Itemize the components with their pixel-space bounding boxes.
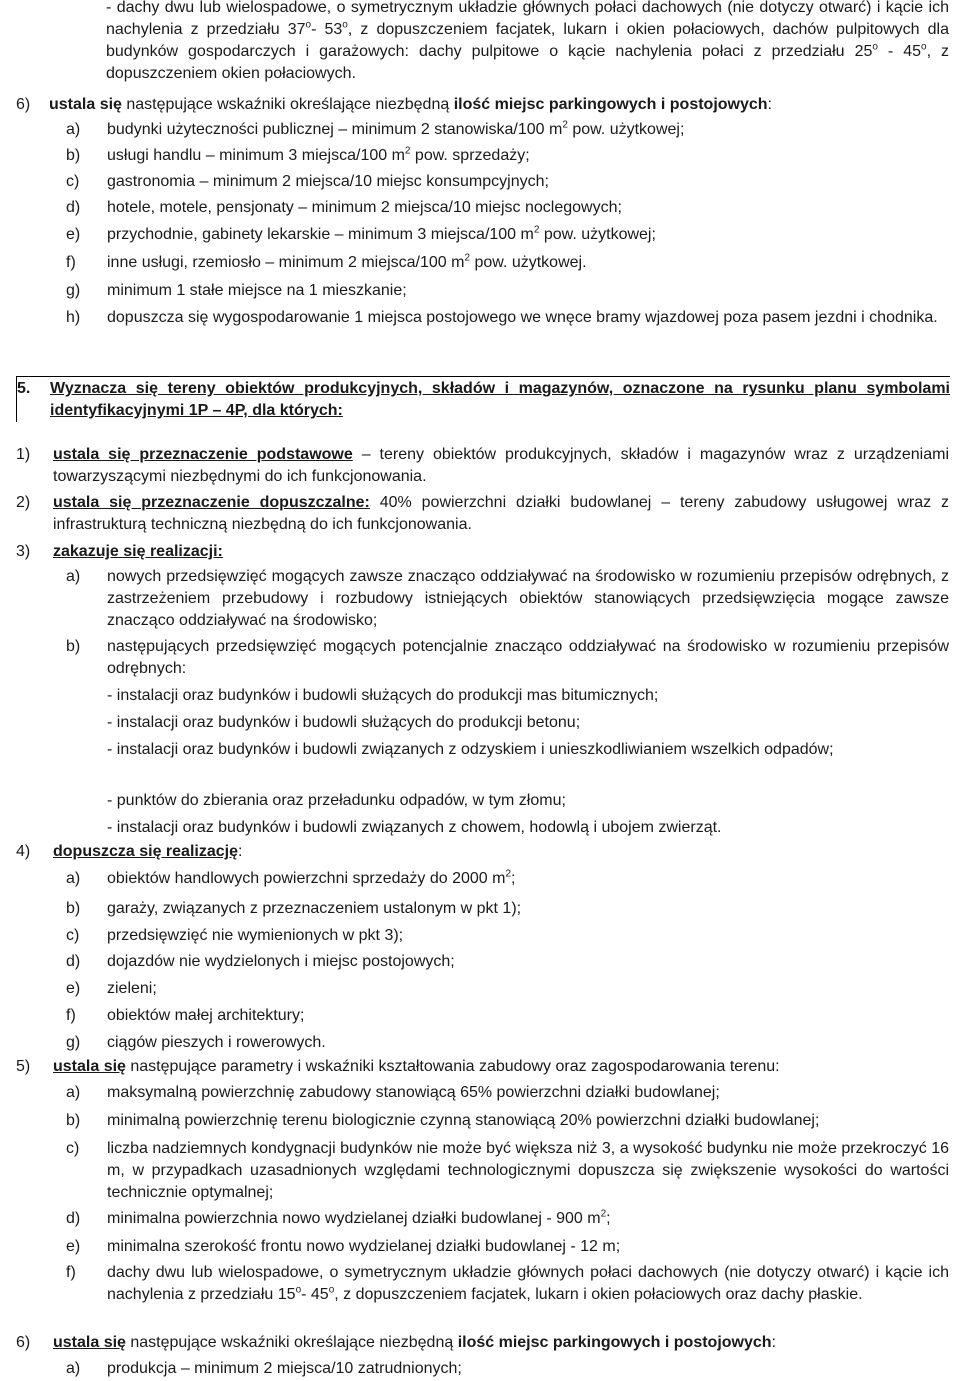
parking-list-item-text: dopuszcza się wygospodarowanie 1 miejsca postojowego we wnęce bramy wjazdowej poza pasem jezdni i chodnika. <box>107 309 938 326</box>
point-2: 2) ustala się przeznaczenie dopuszczalne: 40% powierzchni działki budowlanej – tereny zabudowy usługowej wraz z infrastrukturą techniczną niezbędną do ich funkcjonowania. <box>16 494 949 533</box>
point-5b: b) minimalną powierzchnię terenu biologicznie czynną stanowiącą 20% powierzchni działki budowlanej; <box>66 1112 820 1129</box>
parking-list-item-label: d) <box>66 199 81 216</box>
point-4-list-item <box>66 1032 949 1054</box>
dash-item-text: - punktów do zbierania oraz przeładunku odpadów, w tym złomu; <box>107 792 566 809</box>
point-4-list-item <box>66 1005 949 1027</box>
point-4-list-item <box>66 898 949 920</box>
section-5-heading: 5. Wyznacza się tereny obiektów produkcyjnych, składów i magazynów, oznaczone na rysunku planu symbolami identyfikacyjnymi 1P – 4P, dla których: <box>16 376 950 422</box>
parking-list-item-label: f) <box>66 254 76 271</box>
parking-list-item-text: minimum 1 stałe miejsce na 1 mieszkanie; <box>107 282 407 299</box>
point-5: 5) ustala się następujące parametry i wskaźniki kształtowania zabudowy oraz zagospodarowania terenu: <box>16 1058 780 1075</box>
point-4-list-item-label: c) <box>66 927 80 944</box>
point-3: 3) zakazuje się realizacji: <box>16 543 223 560</box>
point-5f: f) dachy dwu lub wielospadowe, o symetrycznym układzie głównych połaci dachowych (nie dotyczy otwarć) i kącie ich nachylenia z przedziału 15$^o$- 45$^o$, z dopuszczeniem facjatek, lukarn i okien połaciowych oraz dachy płaskie. <box>66 1264 949 1303</box>
roof-requirements-continuation: - dachy dwu lub wielospadowe, o symetrycznym układzie głównych połaci dachowych (nie dotyczy otwarć) i kącie ich nachylenia z przedziału 37$^o$- 53$^o$, z dopuszczeniem facjatek, lukarn i okien połaciowych, dachów pulpitowych dla budynków gospodarczych i garażowych: dachy pulpitowe o kącie nachylenia połaci z przedziału 25$^o$ - 45$^o$, z dopuszczeniem okien połaciowych. <box>106 0 950 82</box>
dash-item-text: - instalacji oraz budynków i budowli związanych z odzyskiem i unieszkodliwianiem wszelkich odpadów; <box>107 741 834 758</box>
parking-list-item-label: e) <box>66 226 81 243</box>
parking-list-item <box>66 197 949 219</box>
point-6: 6) ustala się następujące wskaźniki określające niezbędną ilość miejsc parkingowych i postojowych: <box>16 1334 776 1351</box>
parking-list-item-text: inne usługi, rzemiosło – minimum 2 miejsca/100 $m^2$ pow. użytkowej. <box>107 252 587 271</box>
dash-item <box>107 712 949 734</box>
point-4-list-item <box>66 925 949 947</box>
parking-list-item <box>66 224 949 246</box>
parking-list-item-text: przychodnie, gabinety lekarskie – minimum 3 miejsca/100 $m^2$ pow. użytkowej; <box>107 224 656 243</box>
dash-item-text: - instalacji oraz budynków i budowli związanych z chowem, hodowlą i ubojem zwierząt. <box>107 819 722 836</box>
point-5d: d) minimalna powierzchnia nowo wydzielanej działki budowlanej - 900 $m^2$; <box>66 1208 611 1227</box>
parking-list-item-label: g) <box>66 282 81 299</box>
point-4-list-item-text: garaży, związanych z przeznaczeniem ustalonym w pkt 1); <box>107 900 522 917</box>
point-4-list-item <box>66 978 949 1000</box>
dash-item <box>107 817 949 839</box>
dash-item <box>107 685 949 707</box>
point-5a: a) maksymalną powierzchnię zabudowy stanowiącą 65% powierzchni działki budowlanej; <box>66 1084 720 1101</box>
dash-item-text: - instalacji oraz budynków i budowli służących do produkcji mas bitumicznych; <box>107 687 659 704</box>
parking-list-item <box>66 280 949 302</box>
parking-list-item-text: hotele, motele, pensjonaty – minimum 2 miejsca/10 miejsc noclegowych; <box>107 199 622 216</box>
point-4-list-item-text: obiektów handlowych powierzchni sprzedaży do 2000 $m^2$; <box>107 868 516 887</box>
parking-list-item <box>66 307 949 329</box>
point-4-list-item-label: f) <box>66 1007 76 1024</box>
point-4: 4) dopuszcza się realizację: <box>16 843 243 860</box>
parking-list-item <box>66 145 949 167</box>
point-5c: c) liczba nadziemnych kondygnacji budynków nie może być większa niż 3, a wysokość budynku nie może przekroczyć 16 m, w przypadkach uzasadnionych względami technologicznymi dopuszcza się zwiększenie wysokości do wartości technicznie optymalnej; <box>66 1140 949 1201</box>
point-4-list-item-text: zieleni; <box>107 980 157 997</box>
parking-list-item-label: b) <box>66 147 81 164</box>
point-4-list-item-label: a) <box>66 870 81 887</box>
point-4-list-item-text: ciągów pieszych i rowerowych. <box>107 1034 326 1051</box>
point-4-list-item <box>66 951 949 973</box>
parking-list-item-text: usługi handlu – minimum 3 miejsca/100 $m^2$ pow. sprzedaży; <box>107 145 530 164</box>
parking-list-item-label: h) <box>66 309 81 326</box>
point-4-list-item-label: b) <box>66 900 81 917</box>
parking-list-item-text: gastronomia – minimum 2 miejsca/10 miejsc konsumpcyjnych; <box>107 173 549 190</box>
parking-point: 6) ustala się następujące wskaźniki określające niezbędną ilość miejsc parkingowych i postojowych: <box>16 96 772 113</box>
point-3b: b) następujących przedsięwzięć mogących potencjalnie znacząco oddziaływać na środowisko w rozumieniu przepisów odrębnych: <box>66 638 949 677</box>
point-4-list-item-label: d) <box>66 953 81 970</box>
point-5e: e) minimalna szerokość frontu nowo wydzielanej działki budowlanej - 12 m; <box>66 1238 621 1255</box>
point-1: 1) ustala się przeznaczenie podstawowe – tereny obiektów produkcyjnych, składów i magazynów wraz z urządzeniami towarzyszącymi niezbędnymi do ich funkcjonowania. <box>16 446 950 485</box>
point-4-list-item-label: g) <box>66 1034 81 1051</box>
dash-item-text: - instalacji oraz budynków i budowli służących do produkcji betonu; <box>107 714 581 731</box>
parking-list-item <box>66 252 949 274</box>
dash-item <box>107 790 949 812</box>
point-4-list-item-label: e) <box>66 980 81 997</box>
point-4-list-item-text: obiektów małej architektury; <box>107 1007 305 1024</box>
parking-list-item-text: budynki użyteczności publicznej – minimum 2 stanowiska/100 $m^2$ pow. użytkowej; <box>107 119 685 138</box>
point-4-list-item-text: dojazdów nie wydzielonych i miejsc postojowych; <box>107 953 455 970</box>
point-3a: a) nowych przedsięwzięć mogących zawsze znacząco oddziaływać na środowisko w rozumieniu przepisów odrębnych, z zastrzeżeniem przebudowy i rozbudowy istniejących obiektów stanowiących przedsięwzięcia mogące zawsze znacząco oddziaływać na środowisko; <box>66 568 949 629</box>
point-6a: a) produkcja – minimum 2 miejsca/10 zatrudnionych; <box>66 1360 462 1377</box>
parking-list-item <box>66 119 949 141</box>
dash-item <box>107 739 949 761</box>
parking-list-item-label: c) <box>66 173 80 190</box>
point-4-list-item-text: przedsięwzięć nie wymienionych w pkt 3); <box>107 927 404 944</box>
point-4-list-item <box>66 868 949 890</box>
parking-list-item <box>66 171 949 193</box>
parking-list-item-label: a) <box>66 121 81 138</box>
